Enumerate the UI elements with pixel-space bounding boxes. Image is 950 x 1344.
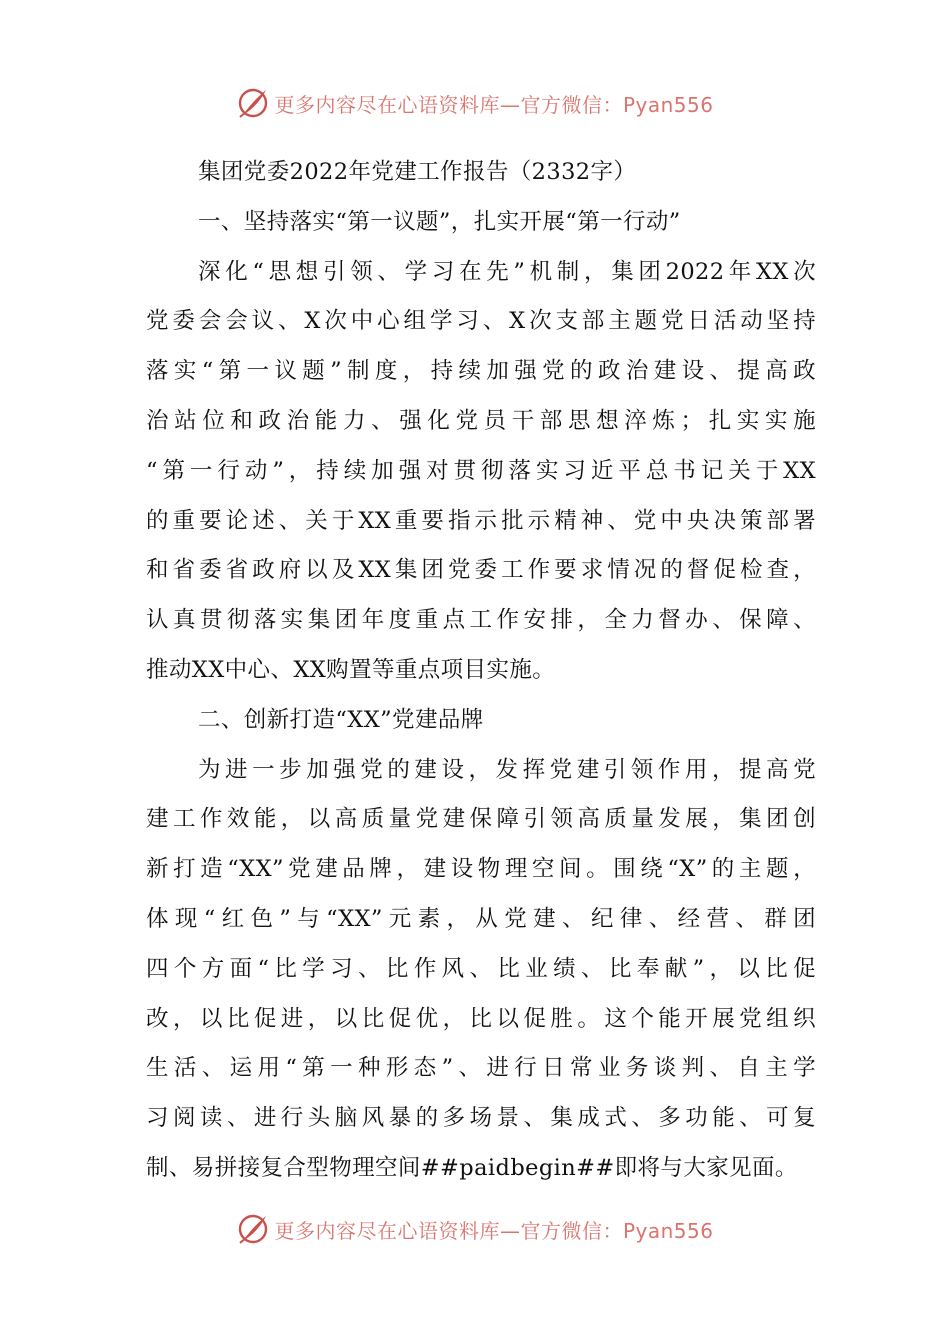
paragraph-line: 推动XX中心、XX购置等重点项目实施。: [146, 656, 556, 683]
paragraph-line: 体现“红色”与“XX”元素，从党建、纪律、经营、群团: [146, 905, 816, 932]
paragraph-line: 建工作效能，以高质量党建保障引领高质量发展，集团创: [146, 806, 816, 833]
document-title: 集团党委2022年党建工作报告（2332字）: [198, 159, 637, 185]
paragraph-line: 落实“第一议题”制度，持续加强党的政治建设、提高政: [146, 358, 816, 385]
quill-logo-icon: [236, 1212, 270, 1246]
watermark-text: 更多内容尽在心语资料库—官方微信：Pyan556: [274, 1218, 714, 1243]
paragraph-line: 为进一步加强党的建设，发挥党建引领作用，提高党: [198, 756, 816, 783]
paragraph-line: 认真贯彻落实集团年度重点工作安排，全力督办、保障、: [146, 607, 816, 634]
watermark-bottom: [0, 1209, 950, 1249]
quill-logo-icon: [236, 86, 270, 120]
paragraph-line: 深化“思想引领、学习在先”机制，集团2022年XX次: [198, 258, 816, 285]
paragraph-line: 党委会会议、X次中心组学习、X次支部主题党日活动坚持: [146, 308, 816, 335]
watermark-text: 更多内容尽在心语资料库—官方微信：Pyan556: [274, 92, 714, 117]
section-heading-1: 一、坚持落实“第一议题”，扎实开展“第一行动”: [198, 208, 681, 235]
paragraph-1: [146, 248, 816, 696]
paragraph-2: [146, 746, 816, 1194]
paragraph-line: 习阅读、进行头脑风暴的多场景、集成式、多功能、可复: [146, 1105, 816, 1132]
section-heading-2: 二、创新打造“XX”党建品牌: [198, 706, 484, 733]
paragraph-line: 制、易拼接复合型物理空间##paidbegin##即将与大家见面。: [146, 1154, 798, 1181]
paragraph-line: 治站位和政治能力、强化党员干部思想淬炼；扎实实施: [146, 407, 816, 434]
paragraph-line: 生活、运用“第一种形态”、进行日常业务谈判、自主学: [146, 1055, 816, 1082]
paragraph-line: 新打造“XX”党建品牌，建设物理空间。围绕“X”的主题，: [146, 856, 816, 883]
paragraph-line: 和省委省政府以及XX集团党委工作要求情况的督促检查，: [146, 557, 816, 584]
paragraph-line: “第一行动”，持续加强对贯彻落实习近平总书记关于XX: [146, 457, 816, 484]
paragraph-line: 改，以比促进，以比促优，比以促胜。这个能开展党组织: [146, 1005, 816, 1032]
paragraph-line: 的重要论述、关于XX重要指示批示精神、党中央决策部署: [146, 507, 816, 534]
document-body: [146, 148, 816, 1194]
paragraph-line: 四个方面“比学习、比作风、比业绩、比奉献”，以比促: [146, 955, 816, 982]
watermark-top: [0, 83, 950, 123]
